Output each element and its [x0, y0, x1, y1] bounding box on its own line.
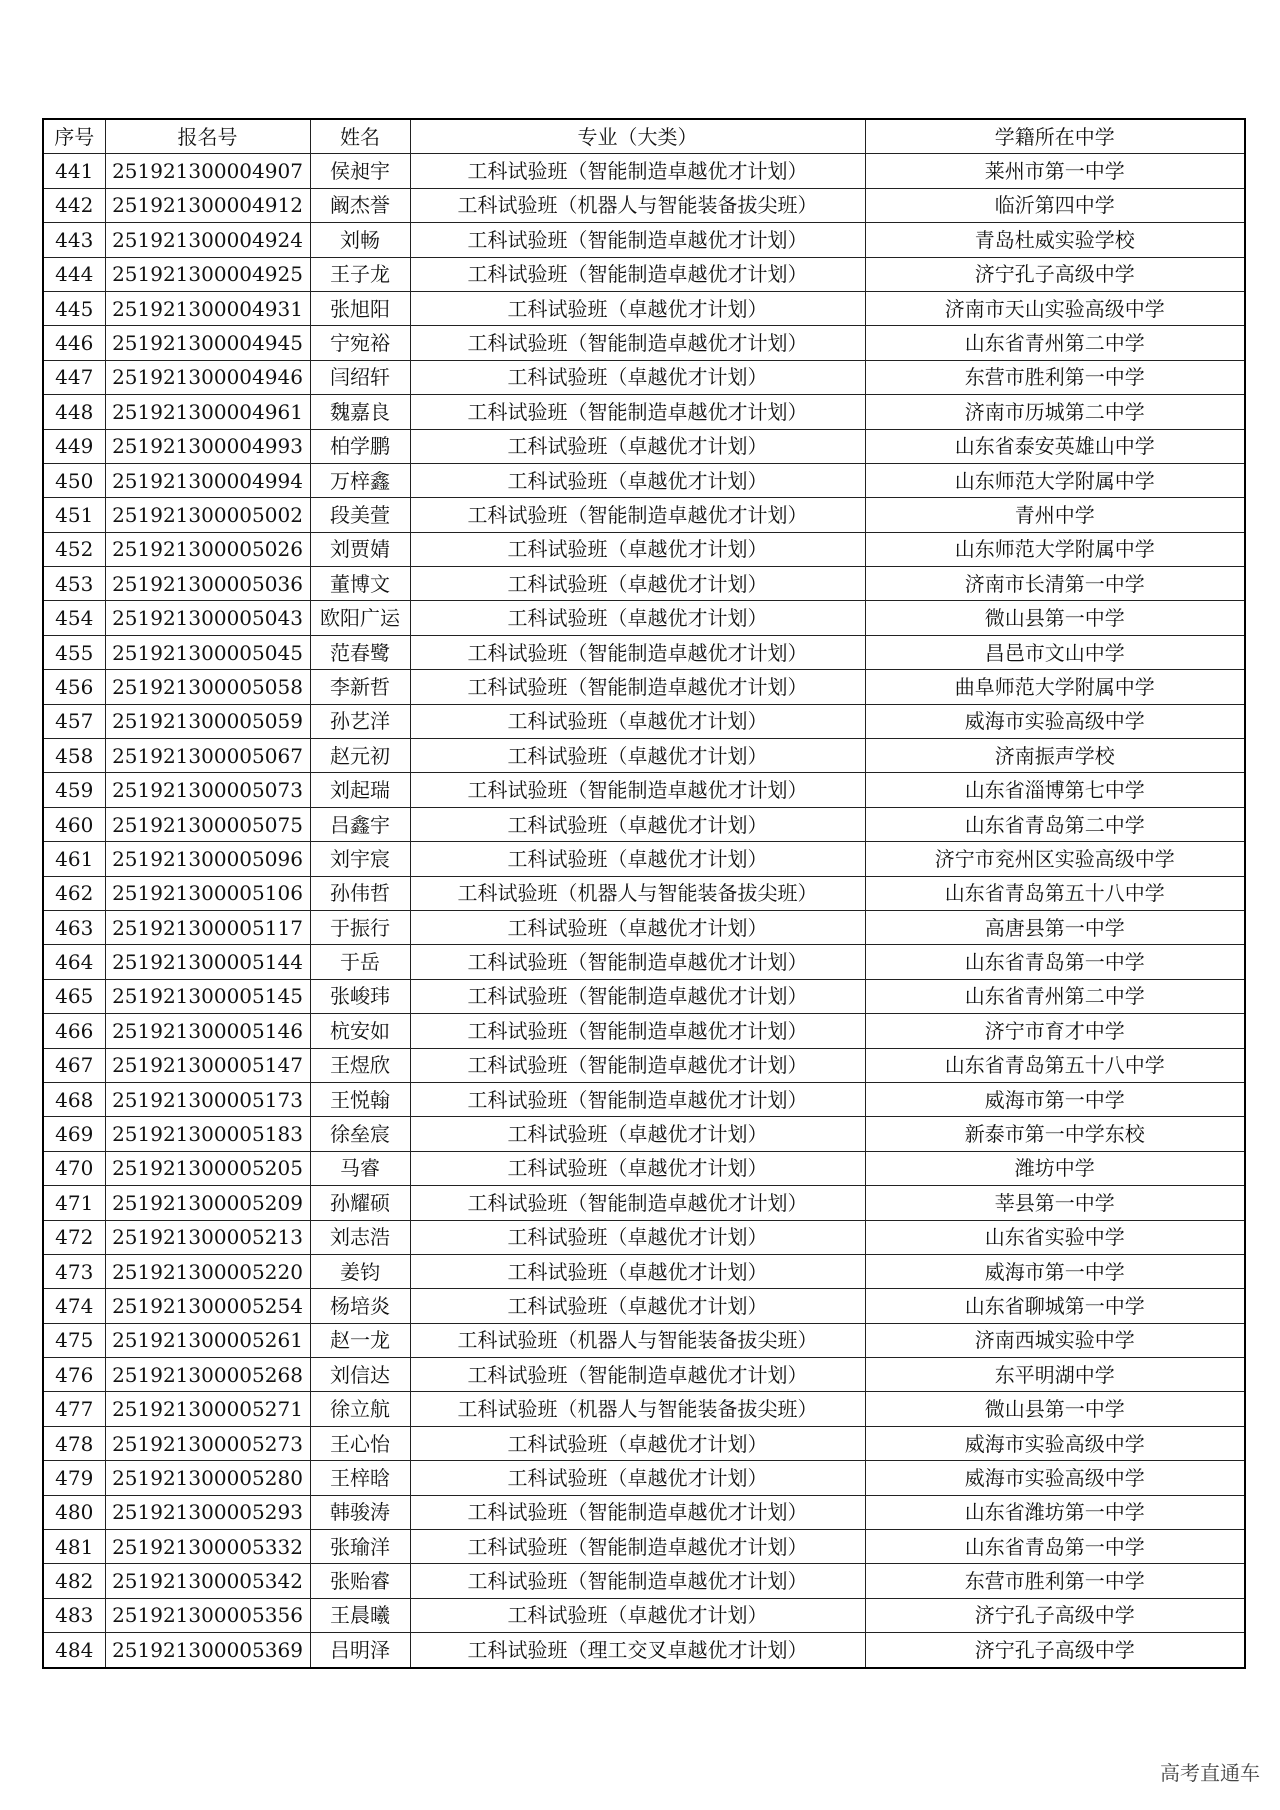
table-row [43, 1426, 1245, 1460]
table-row [43, 1392, 1245, 1426]
seq-cell: 464 [43, 945, 105, 979]
reg-no-cell: 251921300005145 [105, 979, 310, 1013]
reg-no-cell: 251921300004993 [105, 429, 310, 463]
school-cell: 昌邑市文山中学 [865, 635, 1245, 669]
table-row [43, 257, 1245, 291]
major-cell: 工科试验班（机器人与智能装备拔尖班） [410, 876, 865, 910]
major-cell: 工科试验班（卓越优才计划） [410, 910, 865, 944]
table-row [43, 635, 1245, 669]
name-cell: 董博文 [310, 567, 410, 601]
seq-cell: 466 [43, 1014, 105, 1048]
school-cell: 山东省青岛第一中学 [865, 945, 1245, 979]
table-header [43, 119, 1245, 154]
seq-cell: 458 [43, 739, 105, 773]
school-cell: 济宁孔子高级中学 [865, 1633, 1245, 1668]
school-cell: 济宁孔子高级中学 [865, 1598, 1245, 1632]
seq-cell: 451 [43, 498, 105, 532]
reg-no-cell: 251921300005332 [105, 1530, 310, 1564]
name-cell: 张瑜洋 [310, 1530, 410, 1564]
school-cell: 山东省青州第二中学 [865, 979, 1245, 1013]
table-row [43, 1048, 1245, 1082]
major-cell: 工科试验班（智能制造卓越优才计划） [410, 1048, 865, 1082]
header-reg-no: 报名号 [105, 119, 310, 154]
table-row [43, 1495, 1245, 1529]
table-row [43, 188, 1245, 222]
major-cell: 工科试验班（智能制造卓越优才计划） [410, 1082, 865, 1116]
school-cell: 山东师范大学附属中学 [865, 463, 1245, 497]
major-cell: 工科试验班（机器人与智能装备拔尖班） [410, 188, 865, 222]
reg-no-cell: 251921300005147 [105, 1048, 310, 1082]
school-cell: 济南市天山实验高级中学 [865, 291, 1245, 325]
school-cell: 青州中学 [865, 498, 1245, 532]
school-cell: 曲阜师范大学附属中学 [865, 670, 1245, 704]
header-school: 学籍所在中学 [865, 119, 1245, 154]
name-cell: 阚杰誉 [310, 188, 410, 222]
major-cell: 工科试验班（卓越优才计划） [410, 601, 865, 635]
reg-no-cell: 251921300005254 [105, 1289, 310, 1323]
name-cell: 孙耀硕 [310, 1186, 410, 1220]
major-cell: 工科试验班（卓越优才计划） [410, 1289, 865, 1323]
seq-cell: 468 [43, 1082, 105, 1116]
seq-cell: 467 [43, 1048, 105, 1082]
seq-cell: 481 [43, 1530, 105, 1564]
table-row [43, 704, 1245, 738]
table-row [43, 395, 1245, 429]
seq-cell: 443 [43, 223, 105, 257]
reg-no-cell: 251921300005059 [105, 704, 310, 738]
school-cell: 山东师范大学附属中学 [865, 532, 1245, 566]
table-row [43, 1461, 1245, 1495]
seq-cell: 441 [43, 154, 105, 188]
school-cell: 新泰市第一中学东校 [865, 1117, 1245, 1151]
name-cell: 段美萱 [310, 498, 410, 532]
table-row [43, 223, 1245, 257]
table-row [43, 842, 1245, 876]
reg-no-cell: 251921300005002 [105, 498, 310, 532]
seq-cell: 457 [43, 704, 105, 738]
reg-no-cell: 251921300005261 [105, 1323, 310, 1357]
major-cell: 工科试验班（智能制造卓越优才计划） [410, 1186, 865, 1220]
seq-cell: 483 [43, 1598, 105, 1632]
reg-no-cell: 251921300004931 [105, 291, 310, 325]
seq-cell: 474 [43, 1289, 105, 1323]
header-name: 姓名 [310, 119, 410, 154]
reg-no-cell: 251921300005209 [105, 1186, 310, 1220]
table-row [43, 291, 1245, 325]
school-cell: 山东省潍坊第一中学 [865, 1495, 1245, 1529]
school-cell: 山东省实验中学 [865, 1220, 1245, 1254]
seq-cell: 476 [43, 1358, 105, 1392]
name-cell: 杭安如 [310, 1014, 410, 1048]
reg-no-cell: 251921300005356 [105, 1598, 310, 1632]
major-cell: 工科试验班（智能制造卓越优才计划） [410, 1564, 865, 1598]
reg-no-cell: 251921300005146 [105, 1014, 310, 1048]
school-cell: 微山县第一中学 [865, 601, 1245, 635]
reg-no-cell: 251921300004912 [105, 188, 310, 222]
major-cell: 工科试验班（智能制造卓越优才计划） [410, 223, 865, 257]
seq-cell: 475 [43, 1323, 105, 1357]
name-cell: 于振行 [310, 910, 410, 944]
name-cell: 孙伟哲 [310, 876, 410, 910]
major-cell: 工科试验班（智能制造卓越优才计划） [410, 326, 865, 360]
reg-no-cell: 251921300005036 [105, 567, 310, 601]
name-cell: 徐垒宸 [310, 1117, 410, 1151]
reg-no-cell: 251921300004961 [105, 395, 310, 429]
table-row [43, 498, 1245, 532]
school-cell: 威海市实验高级中学 [865, 1426, 1245, 1460]
school-cell: 山东省青州第二中学 [865, 326, 1245, 360]
major-cell: 工科试验班（卓越优才计划） [410, 807, 865, 841]
table-row [43, 1151, 1245, 1185]
major-cell: 工科试验班（卓越优才计划） [410, 1426, 865, 1460]
name-cell: 王煜欣 [310, 1048, 410, 1082]
table-row [43, 876, 1245, 910]
major-cell: 工科试验班（卓越优才计划） [410, 1117, 865, 1151]
school-cell: 威海市第一中学 [865, 1254, 1245, 1288]
table-row [43, 1014, 1245, 1048]
major-cell: 工科试验班（卓越优才计划） [410, 1461, 865, 1495]
school-cell: 山东省泰安英雄山中学 [865, 429, 1245, 463]
reg-no-cell: 251921300005067 [105, 739, 310, 773]
name-cell: 王悦翰 [310, 1082, 410, 1116]
school-cell: 山东省淄博第七中学 [865, 773, 1245, 807]
table-row [43, 1186, 1245, 1220]
name-cell: 赵一龙 [310, 1323, 410, 1357]
table-row [43, 1220, 1245, 1254]
name-cell: 吕明泽 [310, 1633, 410, 1668]
reg-no-cell: 251921300005271 [105, 1392, 310, 1426]
reg-no-cell: 251921300005106 [105, 876, 310, 910]
reg-no-cell: 251921300005075 [105, 807, 310, 841]
reg-no-cell: 251921300005026 [105, 532, 310, 566]
major-cell: 工科试验班（智能制造卓越优才计划） [410, 395, 865, 429]
table-row [43, 945, 1245, 979]
school-cell: 山东省青岛第二中学 [865, 807, 1245, 841]
name-cell: 赵元初 [310, 739, 410, 773]
major-cell: 工科试验班（卓越优才计划） [410, 291, 865, 325]
name-cell: 范春鹭 [310, 635, 410, 669]
major-cell: 工科试验班（机器人与智能装备拔尖班） [410, 1323, 865, 1357]
admission-list-table [42, 118, 1246, 1669]
reg-no-cell: 251921300004994 [105, 463, 310, 497]
name-cell: 魏嘉良 [310, 395, 410, 429]
seq-cell: 465 [43, 979, 105, 1013]
reg-no-cell: 251921300005273 [105, 1426, 310, 1460]
reg-no-cell: 251921300005058 [105, 670, 310, 704]
major-cell: 工科试验班（机器人与智能装备拔尖班） [410, 1392, 865, 1426]
name-cell: 姜钧 [310, 1254, 410, 1288]
table-row [43, 532, 1245, 566]
major-cell: 工科试验班（智能制造卓越优才计划） [410, 257, 865, 291]
school-cell: 山东省青岛第五十八中学 [865, 1048, 1245, 1082]
seq-cell: 447 [43, 360, 105, 394]
major-cell: 工科试验班（智能制造卓越优才计划） [410, 635, 865, 669]
major-cell: 工科试验班（卓越优才计划） [410, 429, 865, 463]
table-row [43, 567, 1245, 601]
header-seq: 序号 [43, 119, 105, 154]
seq-cell: 478 [43, 1426, 105, 1460]
name-cell: 刘畅 [310, 223, 410, 257]
reg-no-cell: 251921300005043 [105, 601, 310, 635]
table-row [43, 979, 1245, 1013]
seq-cell: 480 [43, 1495, 105, 1529]
school-cell: 威海市第一中学 [865, 1082, 1245, 1116]
reg-no-cell: 251921300005096 [105, 842, 310, 876]
table-row [43, 807, 1245, 841]
reg-no-cell: 251921300005205 [105, 1151, 310, 1185]
seq-cell: 444 [43, 257, 105, 291]
school-cell: 东营市胜利第一中学 [865, 360, 1245, 394]
table-row [43, 360, 1245, 394]
reg-no-cell: 251921300004925 [105, 257, 310, 291]
major-cell: 工科试验班（卓越优才计划） [410, 567, 865, 601]
major-cell: 工科试验班（智能制造卓越优才计划） [410, 498, 865, 532]
table-row [43, 429, 1245, 463]
seq-cell: 463 [43, 910, 105, 944]
seq-cell: 446 [43, 326, 105, 360]
seq-cell: 453 [43, 567, 105, 601]
name-cell: 王晨曦 [310, 1598, 410, 1632]
major-cell: 工科试验班（卓越优才计划） [410, 1151, 865, 1185]
table-row [43, 1323, 1245, 1357]
reg-no-cell: 251921300005213 [105, 1220, 310, 1254]
major-cell: 工科试验班（智能制造卓越优才计划） [410, 1495, 865, 1529]
school-cell: 东平明湖中学 [865, 1358, 1245, 1392]
reg-no-cell: 251921300005280 [105, 1461, 310, 1495]
name-cell: 张旭阳 [310, 291, 410, 325]
seq-cell: 461 [43, 842, 105, 876]
school-cell: 山东省青岛第五十八中学 [865, 876, 1245, 910]
name-cell: 张峻玮 [310, 979, 410, 1013]
reg-no-cell: 251921300005073 [105, 773, 310, 807]
table-body [43, 154, 1245, 1668]
reg-no-cell: 251921300004907 [105, 154, 310, 188]
reg-no-cell: 251921300004945 [105, 326, 310, 360]
school-cell: 威海市实验高级中学 [865, 704, 1245, 738]
school-cell: 济宁市育才中学 [865, 1014, 1245, 1048]
name-cell: 欧阳广运 [310, 601, 410, 635]
table-row [43, 773, 1245, 807]
name-cell: 刘贾婧 [310, 532, 410, 566]
seq-cell: 470 [43, 1151, 105, 1185]
school-cell: 济南振声学校 [865, 739, 1245, 773]
name-cell: 马睿 [310, 1151, 410, 1185]
school-cell: 济宁孔子高级中学 [865, 257, 1245, 291]
table-row [43, 1530, 1245, 1564]
table-row [43, 154, 1245, 188]
seq-cell: 462 [43, 876, 105, 910]
major-cell: 工科试验班（智能制造卓越优才计划） [410, 945, 865, 979]
table-row [43, 1289, 1245, 1323]
reg-no-cell: 251921300005183 [105, 1117, 310, 1151]
seq-cell: 473 [43, 1254, 105, 1288]
major-cell: 工科试验班（卓越优才计划） [410, 739, 865, 773]
table-row [43, 463, 1245, 497]
reg-no-cell: 251921300005369 [105, 1633, 310, 1668]
seq-cell: 454 [43, 601, 105, 635]
school-cell: 莱州市第一中学 [865, 154, 1245, 188]
table-row [43, 1598, 1245, 1632]
table-row [43, 601, 1245, 635]
name-cell: 王梓晗 [310, 1461, 410, 1495]
name-cell: 宁宛裕 [310, 326, 410, 360]
name-cell: 刘信达 [310, 1358, 410, 1392]
name-cell: 柏学鹏 [310, 429, 410, 463]
major-cell: 工科试验班（智能制造卓越优才计划） [410, 1014, 865, 1048]
watermark-text: 高考直通车 [1160, 1761, 1260, 1785]
seq-cell: 479 [43, 1461, 105, 1495]
seq-cell: 456 [43, 670, 105, 704]
school-cell: 威海市实验高级中学 [865, 1461, 1245, 1495]
school-cell: 微山县第一中学 [865, 1392, 1245, 1426]
reg-no-cell: 251921300005293 [105, 1495, 310, 1529]
major-cell: 工科试验班（智能制造卓越优才计划） [410, 154, 865, 188]
name-cell: 万梓鑫 [310, 463, 410, 497]
seq-cell: 471 [43, 1186, 105, 1220]
name-cell: 李新哲 [310, 670, 410, 704]
name-cell: 王心怡 [310, 1426, 410, 1460]
header-major: 专业（大类） [410, 119, 865, 154]
name-cell: 闫绍轩 [310, 360, 410, 394]
name-cell: 王子龙 [310, 257, 410, 291]
name-cell: 徐立航 [310, 1392, 410, 1426]
seq-cell: 482 [43, 1564, 105, 1598]
seq-cell: 484 [43, 1633, 105, 1668]
seq-cell: 445 [43, 291, 105, 325]
reg-no-cell: 251921300005173 [105, 1082, 310, 1116]
seq-cell: 469 [43, 1117, 105, 1151]
reg-no-cell: 251921300004924 [105, 223, 310, 257]
reg-no-cell: 251921300005220 [105, 1254, 310, 1288]
table-row [43, 670, 1245, 704]
school-cell: 临沂第四中学 [865, 188, 1245, 222]
major-cell: 工科试验班（理工交叉卓越优才计划） [410, 1633, 865, 1668]
major-cell: 工科试验班（卓越优才计划） [410, 360, 865, 394]
reg-no-cell: 251921300005045 [105, 635, 310, 669]
reg-no-cell: 251921300005268 [105, 1358, 310, 1392]
seq-cell: 442 [43, 188, 105, 222]
name-cell: 张贻睿 [310, 1564, 410, 1598]
seq-cell: 450 [43, 463, 105, 497]
major-cell: 工科试验班（智能制造卓越优才计划） [410, 979, 865, 1013]
seq-cell: 455 [43, 635, 105, 669]
major-cell: 工科试验班（卓越优才计划） [410, 1254, 865, 1288]
seq-cell: 449 [43, 429, 105, 463]
school-cell: 山东省青岛第一中学 [865, 1530, 1245, 1564]
major-cell: 工科试验班（智能制造卓越优才计划） [410, 1530, 865, 1564]
name-cell: 吕鑫宇 [310, 807, 410, 841]
name-cell: 刘志浩 [310, 1220, 410, 1254]
seq-cell: 477 [43, 1392, 105, 1426]
major-cell: 工科试验班（卓越优才计划） [410, 704, 865, 738]
major-cell: 工科试验班（智能制造卓越优才计划） [410, 1358, 865, 1392]
table-row [43, 1358, 1245, 1392]
name-cell: 杨培炎 [310, 1289, 410, 1323]
seq-cell: 459 [43, 773, 105, 807]
table-row [43, 910, 1245, 944]
table-row [43, 1254, 1245, 1288]
major-cell: 工科试验班（卓越优才计划） [410, 842, 865, 876]
reg-no-cell: 251921300005144 [105, 945, 310, 979]
table-row [43, 1117, 1245, 1151]
school-cell: 潍坊中学 [865, 1151, 1245, 1185]
school-cell: 济南市历城第二中学 [865, 395, 1245, 429]
school-cell: 青岛杜威实验学校 [865, 223, 1245, 257]
table-row [43, 1082, 1245, 1116]
major-cell: 工科试验班（卓越优才计划） [410, 1598, 865, 1632]
table-row [43, 1564, 1245, 1598]
seq-cell: 460 [43, 807, 105, 841]
header-row [43, 119, 1245, 154]
name-cell: 于岳 [310, 945, 410, 979]
major-cell: 工科试验班（卓越优才计划） [410, 463, 865, 497]
reg-no-cell: 251921300004946 [105, 360, 310, 394]
table-row [43, 326, 1245, 360]
school-cell: 济南市长清第一中学 [865, 567, 1245, 601]
name-cell: 刘起瑞 [310, 773, 410, 807]
school-cell: 济宁市兖州区实验高级中学 [865, 842, 1245, 876]
school-cell: 高唐县第一中学 [865, 910, 1245, 944]
table-row [43, 739, 1245, 773]
major-cell: 工科试验班（智能制造卓越优才计划） [410, 670, 865, 704]
school-cell: 莘县第一中学 [865, 1186, 1245, 1220]
seq-cell: 452 [43, 532, 105, 566]
table-row [43, 1633, 1245, 1668]
name-cell: 刘宇宸 [310, 842, 410, 876]
major-cell: 工科试验班（卓越优才计划） [410, 1220, 865, 1254]
school-cell: 济南西城实验中学 [865, 1323, 1245, 1357]
name-cell: 韩骏涛 [310, 1495, 410, 1529]
major-cell: 工科试验班（智能制造卓越优才计划） [410, 773, 865, 807]
seq-cell: 472 [43, 1220, 105, 1254]
school-cell: 山东省聊城第一中学 [865, 1289, 1245, 1323]
reg-no-cell: 251921300005117 [105, 910, 310, 944]
major-cell: 工科试验班（卓越优才计划） [410, 532, 865, 566]
seq-cell: 448 [43, 395, 105, 429]
reg-no-cell: 251921300005342 [105, 1564, 310, 1598]
school-cell: 东营市胜利第一中学 [865, 1564, 1245, 1598]
name-cell: 侯昶宇 [310, 154, 410, 188]
name-cell: 孙艺洋 [310, 704, 410, 738]
